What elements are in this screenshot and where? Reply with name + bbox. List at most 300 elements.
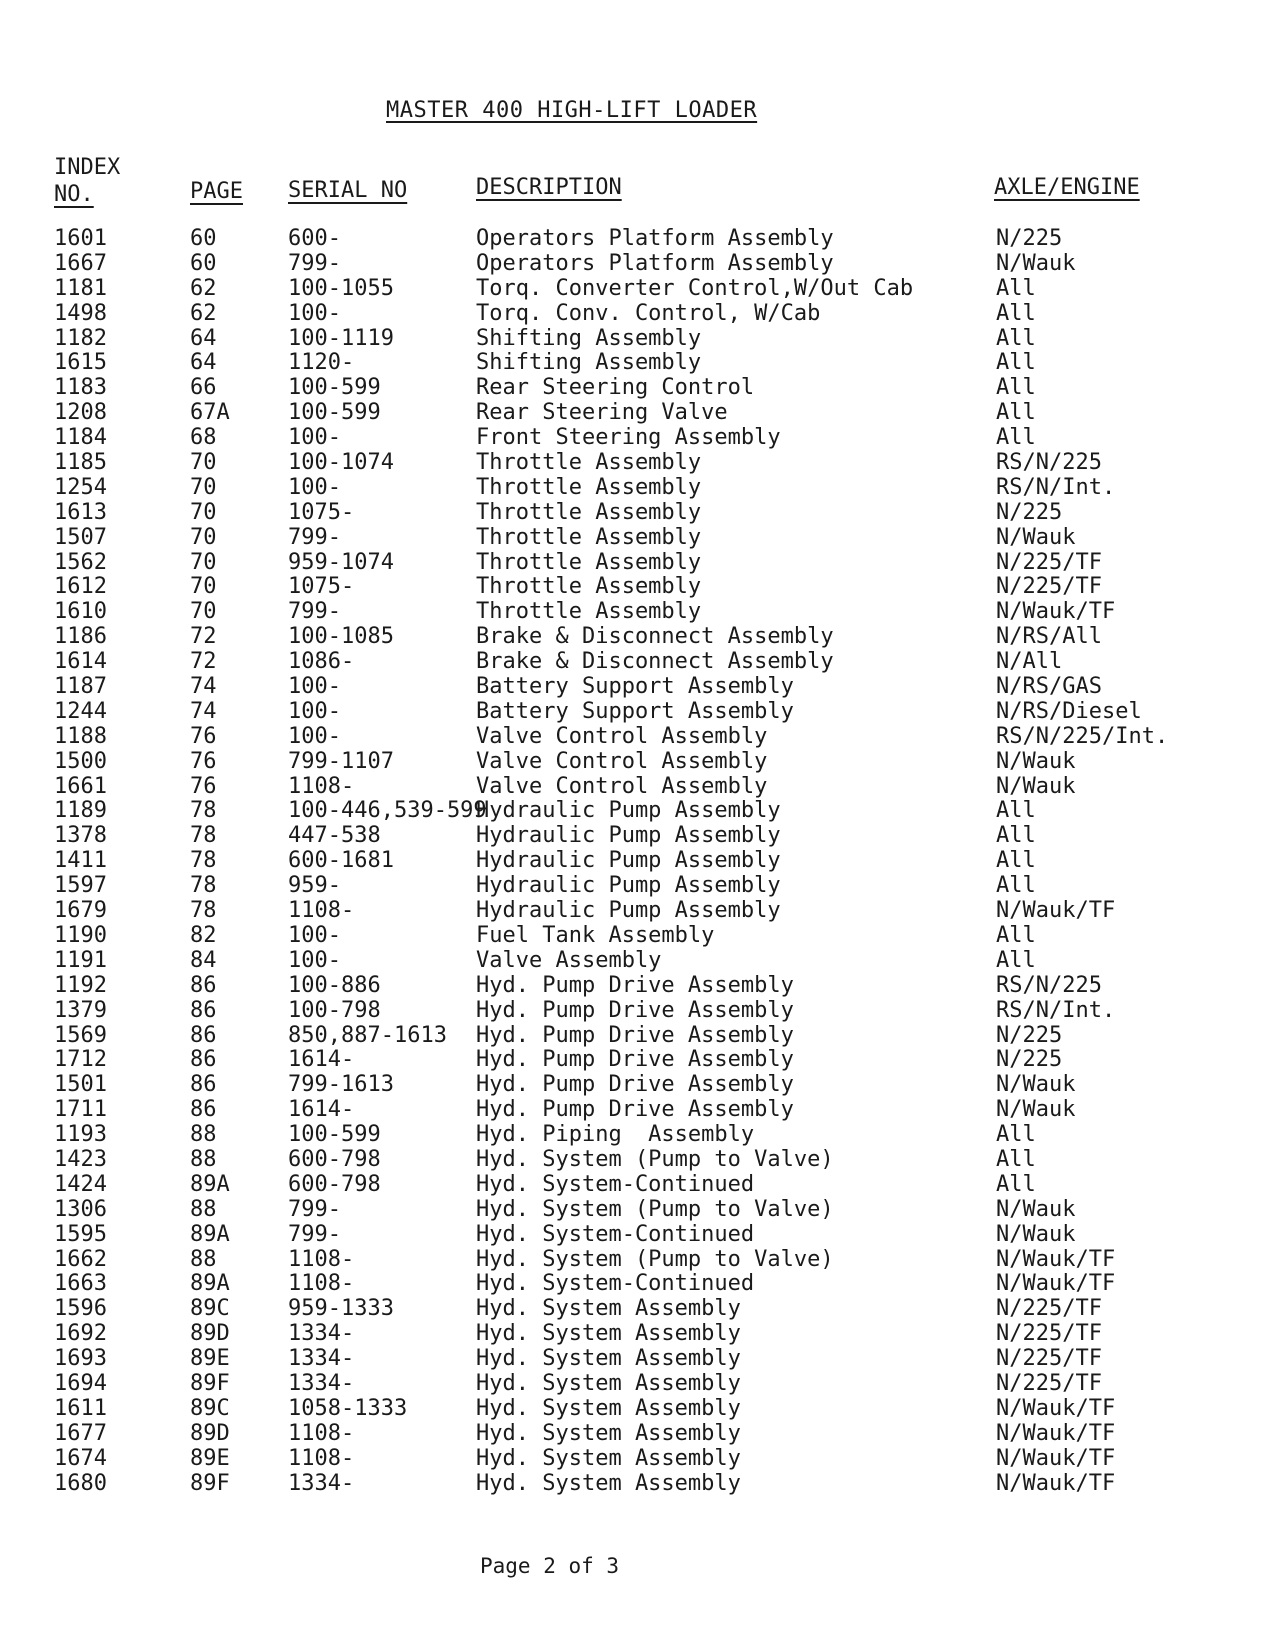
table-row bbox=[0, 973, 1275, 998]
page-cell: 88 bbox=[190, 1146, 217, 1172]
axle-engine-cell: All bbox=[996, 798, 1036, 824]
table-row bbox=[0, 599, 1275, 624]
serial-cell: 100-599 bbox=[288, 400, 381, 426]
page-cell: 78 bbox=[190, 848, 217, 874]
page-cell: 82 bbox=[190, 922, 217, 948]
page-cell: 76 bbox=[190, 723, 217, 749]
index-cell: 1610 bbox=[54, 599, 107, 625]
index-cell: 1694 bbox=[54, 1370, 107, 1396]
index-cell: 1379 bbox=[54, 997, 107, 1023]
serial-cell: 959-1333 bbox=[288, 1296, 394, 1322]
table-row bbox=[0, 823, 1275, 848]
serial-cell: 100- bbox=[288, 474, 341, 500]
index-cell: 1693 bbox=[54, 1346, 107, 1372]
axle-engine-cell: N/225/TF bbox=[996, 1370, 1102, 1396]
description-cell: Throttle Assembly bbox=[476, 574, 702, 600]
page-cell: 88 bbox=[190, 1196, 217, 1222]
axle-engine-cell: All bbox=[996, 375, 1036, 401]
description-cell: Hyd. Pump Drive Assembly bbox=[476, 997, 794, 1023]
document-title: MASTER 400 HIGH-LIFT LOADER bbox=[386, 98, 758, 123]
table-row bbox=[0, 1247, 1275, 1272]
table-row bbox=[0, 1371, 1275, 1396]
description-cell: Rear Steering Control bbox=[476, 375, 755, 401]
page-cell: 89E bbox=[190, 1346, 230, 1372]
description-cell: Valve Assembly bbox=[476, 947, 662, 973]
axle-engine-cell: All bbox=[996, 1146, 1036, 1172]
page-number: Page 2 of 3 bbox=[480, 1554, 620, 1578]
serial-cell: 1334- bbox=[288, 1321, 355, 1347]
page-cell: 89A bbox=[190, 1171, 230, 1197]
page-cell: 78 bbox=[190, 798, 217, 824]
table-row bbox=[0, 1446, 1275, 1471]
axle-engine-cell: RS/N/225/Int. bbox=[996, 723, 1169, 749]
description-cell: Hyd. System (Pump to Valve) bbox=[476, 1196, 834, 1222]
serial-cell: 1108- bbox=[288, 1420, 355, 1446]
serial-cell: 1075- bbox=[288, 499, 355, 525]
index-cell: 1498 bbox=[54, 300, 107, 326]
table-row bbox=[0, 500, 1275, 525]
page-cell: 70 bbox=[190, 474, 217, 500]
description-cell: Hyd. System Assembly bbox=[476, 1395, 741, 1421]
axle-engine-cell: All bbox=[996, 873, 1036, 899]
page-cell: 86 bbox=[190, 972, 217, 998]
index-cell: 1711 bbox=[54, 1097, 107, 1123]
serial-cell: 1614- bbox=[288, 1097, 355, 1123]
serial-cell: 100-798 bbox=[288, 997, 381, 1023]
index-cell: 1601 bbox=[54, 226, 107, 251]
table-row bbox=[0, 1023, 1275, 1048]
axle-engine-cell: All bbox=[996, 823, 1036, 849]
description-cell: Hyd. System Assembly bbox=[476, 1321, 741, 1347]
index-cell: 1501 bbox=[54, 1072, 107, 1098]
index-cell: 1661 bbox=[54, 773, 107, 799]
axle-engine-cell: All bbox=[996, 275, 1036, 301]
table-row bbox=[0, 873, 1275, 898]
serial-cell: 799- bbox=[288, 250, 341, 276]
axle-engine-cell: N/225/TF bbox=[996, 1346, 1102, 1372]
axle-engine-cell: N/Wauk bbox=[996, 250, 1076, 276]
description-cell: Valve Control Assembly bbox=[476, 748, 768, 774]
index-cell: 1562 bbox=[54, 549, 107, 575]
axle-engine-cell: N/Wauk bbox=[996, 1072, 1076, 1098]
description-cell: Hyd. System Assembly bbox=[476, 1346, 741, 1372]
axle-engine-cell: N/225 bbox=[996, 1047, 1063, 1073]
serial-cell: 799- bbox=[288, 1196, 341, 1222]
description-cell: Shifting Assembly bbox=[476, 325, 702, 351]
index-cell: 1411 bbox=[54, 848, 107, 874]
table-row bbox=[0, 1072, 1275, 1097]
table-row bbox=[0, 699, 1275, 724]
table-row bbox=[0, 1147, 1275, 1172]
description-cell: Hyd. System Assembly bbox=[476, 1445, 741, 1471]
description-cell: Valve Control Assembly bbox=[476, 723, 768, 749]
table-row bbox=[0, 1396, 1275, 1421]
index-cell: 1674 bbox=[54, 1445, 107, 1471]
index-cell: 1181 bbox=[54, 275, 107, 301]
axle-engine-cell: All bbox=[996, 922, 1036, 948]
index-cell: 1254 bbox=[54, 474, 107, 500]
description-cell: Hyd. Pump Drive Assembly bbox=[476, 1097, 794, 1123]
axle-engine-cell: N/Wauk bbox=[996, 1221, 1076, 1247]
table-row bbox=[0, 1271, 1275, 1296]
page-cell: 89E bbox=[190, 1445, 230, 1471]
index-cell: 1615 bbox=[54, 350, 107, 376]
page-cell: 86 bbox=[190, 1047, 217, 1073]
description-cell: Hydraulic Pump Assembly bbox=[476, 823, 781, 849]
serial-cell: 1108- bbox=[288, 773, 355, 799]
description-cell: Brake & Disconnect Assembly bbox=[476, 649, 834, 675]
page-cell: 78 bbox=[190, 898, 217, 924]
index-cell: 1182 bbox=[54, 325, 107, 351]
axle-engine-cell: N/225 bbox=[996, 226, 1063, 251]
description-cell: Hyd. System Assembly bbox=[476, 1420, 741, 1446]
page-cell: 78 bbox=[190, 873, 217, 899]
index-cell: 1188 bbox=[54, 723, 107, 749]
axle-engine-cell: N/Wauk/TF bbox=[996, 898, 1116, 924]
table-row bbox=[0, 425, 1275, 450]
axle-engine-cell: N/Wauk/TF bbox=[996, 1395, 1116, 1421]
table-row bbox=[0, 375, 1275, 400]
page-cell: 89D bbox=[190, 1420, 230, 1446]
table-row bbox=[0, 525, 1275, 550]
table-row bbox=[0, 898, 1275, 923]
table-row bbox=[0, 1296, 1275, 1321]
page-cell: 68 bbox=[190, 425, 217, 451]
index-cell: 1191 bbox=[54, 947, 107, 973]
header-description: DESCRIPTION bbox=[476, 175, 622, 200]
index-cell: 1183 bbox=[54, 375, 107, 401]
axle-engine-cell: All bbox=[996, 400, 1036, 426]
axle-engine-cell: N/Wauk/TF bbox=[996, 1470, 1116, 1496]
page-cell: 89C bbox=[190, 1296, 230, 1322]
page-cell: 66 bbox=[190, 375, 217, 401]
axle-engine-cell: N/225/TF bbox=[996, 1296, 1102, 1322]
description-cell: Operators Platform Assembly bbox=[476, 250, 834, 276]
header-axle-engine: AXLE/ENGINE bbox=[994, 175, 1140, 200]
description-cell: Hyd. Pump Drive Assembly bbox=[476, 1022, 794, 1048]
table-row bbox=[0, 226, 1275, 251]
page-cell: 67A bbox=[190, 400, 230, 426]
index-cell: 1185 bbox=[54, 450, 107, 476]
index-cell: 1612 bbox=[54, 574, 107, 600]
serial-cell: 100-1074 bbox=[288, 450, 394, 476]
index-cell: 1680 bbox=[54, 1470, 107, 1496]
table-row bbox=[0, 1122, 1275, 1147]
description-cell: Hyd. Pump Drive Assembly bbox=[476, 972, 794, 998]
description-cell: Throttle Assembly bbox=[476, 474, 702, 500]
description-cell: Hydraulic Pump Assembly bbox=[476, 873, 781, 899]
index-cell: 1596 bbox=[54, 1296, 107, 1322]
index-cell: 1569 bbox=[54, 1022, 107, 1048]
axle-engine-cell: RS/N/Int. bbox=[996, 997, 1116, 1023]
description-cell: Rear Steering Valve bbox=[476, 400, 728, 426]
page-cell: 76 bbox=[190, 748, 217, 774]
axle-engine-cell: All bbox=[996, 947, 1036, 973]
page-cell: 74 bbox=[190, 674, 217, 700]
table-row bbox=[0, 998, 1275, 1023]
axle-engine-cell: N/Wauk bbox=[996, 1097, 1076, 1123]
index-cell: 1423 bbox=[54, 1146, 107, 1172]
page-cell: 76 bbox=[190, 773, 217, 799]
axle-engine-cell: N/RS/Diesel bbox=[996, 698, 1142, 724]
axle-engine-cell: RS/N/225 bbox=[996, 450, 1102, 476]
description-cell: Front Steering Assembly bbox=[476, 425, 781, 451]
serial-cell: 100- bbox=[288, 674, 341, 700]
description-cell: Torq. Converter Control,W/Out Cab bbox=[476, 275, 914, 301]
axle-engine-cell: N/Wauk/TF bbox=[996, 1445, 1116, 1471]
axle-engine-cell: All bbox=[996, 1122, 1036, 1148]
index-cell: 1500 bbox=[54, 748, 107, 774]
index-cell: 1190 bbox=[54, 922, 107, 948]
axle-engine-cell: N/Wauk bbox=[996, 748, 1076, 774]
serial-cell: 600-798 bbox=[288, 1171, 381, 1197]
serial-cell: 1108- bbox=[288, 1246, 355, 1272]
index-cell: 1378 bbox=[54, 823, 107, 849]
description-cell: Torq. Conv. Control, W/Cab bbox=[476, 300, 821, 326]
page-cell: 74 bbox=[190, 698, 217, 724]
description-cell: Hyd. System-Continued bbox=[476, 1171, 755, 1197]
axle-engine-cell: N/Wauk bbox=[996, 773, 1076, 799]
serial-cell: 100- bbox=[288, 922, 341, 948]
axle-engine-cell: N/Wauk/TF bbox=[996, 1420, 1116, 1446]
page-cell: 88 bbox=[190, 1122, 217, 1148]
axle-engine-cell: N/225 bbox=[996, 499, 1063, 525]
table-row bbox=[0, 724, 1275, 749]
page-cell: 70 bbox=[190, 549, 217, 575]
description-cell: Battery Support Assembly bbox=[476, 698, 794, 724]
description-cell: Operators Platform Assembly bbox=[476, 226, 834, 251]
table-row bbox=[0, 674, 1275, 699]
table-row bbox=[0, 1097, 1275, 1122]
serial-cell: 1334- bbox=[288, 1346, 355, 1372]
serial-cell: 799- bbox=[288, 599, 341, 625]
index-cell: 1184 bbox=[54, 425, 107, 451]
serial-cell: 799- bbox=[288, 1221, 341, 1247]
axle-engine-cell: N/RS/All bbox=[996, 624, 1102, 650]
serial-cell: 600-1681 bbox=[288, 848, 394, 874]
table-row bbox=[0, 574, 1275, 599]
axle-engine-cell: N/RS/GAS bbox=[996, 674, 1102, 700]
table-row bbox=[0, 1197, 1275, 1222]
description-cell: Throttle Assembly bbox=[476, 549, 702, 575]
description-cell: Throttle Assembly bbox=[476, 599, 702, 625]
index-cell: 1192 bbox=[54, 972, 107, 998]
serial-cell: 600-798 bbox=[288, 1146, 381, 1172]
description-cell: Hyd. System-Continued bbox=[476, 1271, 755, 1297]
axle-engine-cell: N/225/TF bbox=[996, 574, 1102, 600]
serial-cell: 1075- bbox=[288, 574, 355, 600]
table-row bbox=[0, 1421, 1275, 1446]
page-cell: 70 bbox=[190, 599, 217, 625]
index-cell: 1662 bbox=[54, 1246, 107, 1272]
index-cell: 1712 bbox=[54, 1047, 107, 1073]
axle-engine-cell: RS/N/Int. bbox=[996, 474, 1116, 500]
serial-cell: 1108- bbox=[288, 1445, 355, 1471]
table-row bbox=[0, 251, 1275, 276]
page-cell: 84 bbox=[190, 947, 217, 973]
page-cell: 89C bbox=[190, 1395, 230, 1421]
axle-engine-cell: N/Wauk bbox=[996, 1196, 1076, 1222]
table-row bbox=[0, 923, 1275, 948]
serial-cell: 100-1055 bbox=[288, 275, 394, 301]
page-cell: 72 bbox=[190, 649, 217, 675]
serial-cell: 100- bbox=[288, 425, 341, 451]
description-cell: Throttle Assembly bbox=[476, 499, 702, 525]
table-row bbox=[0, 798, 1275, 823]
serial-cell: 1120- bbox=[288, 350, 355, 376]
serial-cell: 447-538 bbox=[288, 823, 381, 849]
table-row bbox=[0, 774, 1275, 799]
table-row bbox=[0, 649, 1275, 674]
page-cell: 86 bbox=[190, 1097, 217, 1123]
page-cell: 89F bbox=[190, 1470, 230, 1496]
parts-index-table bbox=[0, 226, 1275, 1495]
table-row bbox=[0, 301, 1275, 326]
serial-cell: 1086- bbox=[288, 649, 355, 675]
axle-engine-cell: All bbox=[996, 848, 1036, 874]
serial-cell: 1108- bbox=[288, 898, 355, 924]
table-row bbox=[0, 1321, 1275, 1346]
serial-cell: 850,887-1613 bbox=[288, 1022, 447, 1048]
index-cell: 1692 bbox=[54, 1321, 107, 1347]
header-index-line2: NO. bbox=[54, 182, 94, 207]
axle-engine-cell: N/Wauk/TF bbox=[996, 1246, 1116, 1272]
page-cell: 60 bbox=[190, 226, 217, 251]
table-row bbox=[0, 450, 1275, 475]
index-cell: 1187 bbox=[54, 674, 107, 700]
axle-engine-cell: All bbox=[996, 425, 1036, 451]
axle-engine-cell: N/225/TF bbox=[996, 1321, 1102, 1347]
table-row bbox=[0, 1047, 1275, 1072]
index-cell: 1667 bbox=[54, 250, 107, 276]
description-cell: Fuel Tank Assembly bbox=[476, 922, 715, 948]
index-cell: 1306 bbox=[54, 1196, 107, 1222]
table-row bbox=[0, 1471, 1275, 1496]
page-cell: 86 bbox=[190, 997, 217, 1023]
page-cell: 64 bbox=[190, 325, 217, 351]
index-cell: 1189 bbox=[54, 798, 107, 824]
description-cell: Hyd. Pump Drive Assembly bbox=[476, 1072, 794, 1098]
serial-cell: 100-1085 bbox=[288, 624, 394, 650]
index-cell: 1208 bbox=[54, 400, 107, 426]
page-cell: 89A bbox=[190, 1271, 230, 1297]
description-cell: Hyd. Piping Assembly bbox=[476, 1122, 755, 1148]
page-cell: 89F bbox=[190, 1370, 230, 1396]
serial-cell: 1334- bbox=[288, 1470, 355, 1496]
table-row bbox=[0, 475, 1275, 500]
axle-engine-cell: RS/N/225 bbox=[996, 972, 1102, 998]
serial-cell: 799-1107 bbox=[288, 748, 394, 774]
description-cell: Hyd. System Assembly bbox=[476, 1470, 741, 1496]
axle-engine-cell: All bbox=[996, 350, 1036, 376]
index-cell: 1614 bbox=[54, 649, 107, 675]
index-cell: 1595 bbox=[54, 1221, 107, 1247]
serial-cell: 100-886 bbox=[288, 972, 381, 998]
serial-cell: 100-1119 bbox=[288, 325, 394, 351]
page-cell: 70 bbox=[190, 524, 217, 550]
page-cell: 78 bbox=[190, 823, 217, 849]
table-row bbox=[0, 400, 1275, 425]
page-cell: 62 bbox=[190, 275, 217, 301]
table-row bbox=[0, 624, 1275, 649]
table-row bbox=[0, 749, 1275, 774]
axle-engine-cell: N/225/TF bbox=[996, 549, 1102, 575]
index-cell: 1424 bbox=[54, 1171, 107, 1197]
page-cell: 62 bbox=[190, 300, 217, 326]
index-cell: 1613 bbox=[54, 499, 107, 525]
serial-cell: 1058-1333 bbox=[288, 1395, 408, 1421]
serial-cell: 100- bbox=[288, 723, 341, 749]
page-cell: 72 bbox=[190, 624, 217, 650]
axle-engine-cell: All bbox=[996, 325, 1036, 351]
header-index-line1: INDEX bbox=[54, 155, 121, 180]
axle-engine-cell: N/Wauk/TF bbox=[996, 599, 1116, 625]
description-cell: Throttle Assembly bbox=[476, 524, 702, 550]
serial-cell: 100- bbox=[288, 698, 341, 724]
axle-engine-cell: N/Wauk bbox=[996, 524, 1076, 550]
serial-cell: 799-1613 bbox=[288, 1072, 394, 1098]
serial-cell: 959-1074 bbox=[288, 549, 394, 575]
page-cell: 64 bbox=[190, 350, 217, 376]
index-cell: 1677 bbox=[54, 1420, 107, 1446]
description-cell: Hyd. System (Pump to Valve) bbox=[476, 1146, 834, 1172]
description-cell: Brake & Disconnect Assembly bbox=[476, 624, 834, 650]
axle-engine-cell: All bbox=[996, 300, 1036, 326]
index-cell: 1507 bbox=[54, 524, 107, 550]
index-cell: 1597 bbox=[54, 873, 107, 899]
serial-cell: 1334- bbox=[288, 1370, 355, 1396]
axle-engine-cell: N/225 bbox=[996, 1022, 1063, 1048]
axle-engine-cell: N/Wauk/TF bbox=[996, 1271, 1116, 1297]
page-cell: 89D bbox=[190, 1321, 230, 1347]
table-row bbox=[0, 948, 1275, 973]
description-cell: Hydraulic Pump Assembly bbox=[476, 848, 781, 874]
index-cell: 1679 bbox=[54, 898, 107, 924]
table-row bbox=[0, 326, 1275, 351]
page-cell: 86 bbox=[190, 1072, 217, 1098]
page-cell: 88 bbox=[190, 1246, 217, 1272]
serial-cell: 600- bbox=[288, 226, 341, 251]
description-cell: Battery Support Assembly bbox=[476, 674, 794, 700]
serial-cell: 959- bbox=[288, 873, 341, 899]
header-serial-no: SERIAL NO bbox=[288, 178, 408, 203]
description-cell: Hydraulic Pump Assembly bbox=[476, 798, 781, 824]
description-cell: Hyd. System Assembly bbox=[476, 1370, 741, 1396]
page-cell: 70 bbox=[190, 499, 217, 525]
table-row bbox=[0, 550, 1275, 575]
description-cell: Hyd. System Assembly bbox=[476, 1296, 741, 1322]
description-cell: Hyd. System (Pump to Valve) bbox=[476, 1246, 834, 1272]
table-row bbox=[0, 1172, 1275, 1197]
index-cell: 1244 bbox=[54, 698, 107, 724]
serial-cell: 100- bbox=[288, 300, 341, 326]
table-row bbox=[0, 276, 1275, 301]
table-row bbox=[0, 350, 1275, 375]
table-row bbox=[0, 1346, 1275, 1371]
page-cell: 60 bbox=[190, 250, 217, 276]
index-cell: 1663 bbox=[54, 1271, 107, 1297]
header-page: PAGE bbox=[190, 179, 243, 204]
description-cell: Shifting Assembly bbox=[476, 350, 702, 376]
serial-cell: 100-599 bbox=[288, 375, 381, 401]
table-row bbox=[0, 848, 1275, 873]
table-row bbox=[0, 1222, 1275, 1247]
page-cell: 86 bbox=[190, 1022, 217, 1048]
serial-cell: 100- bbox=[288, 947, 341, 973]
description-cell: Hyd. Pump Drive Assembly bbox=[476, 1047, 794, 1073]
description-cell: Hydraulic Pump Assembly bbox=[476, 898, 781, 924]
serial-cell: 100-599 bbox=[288, 1122, 381, 1148]
